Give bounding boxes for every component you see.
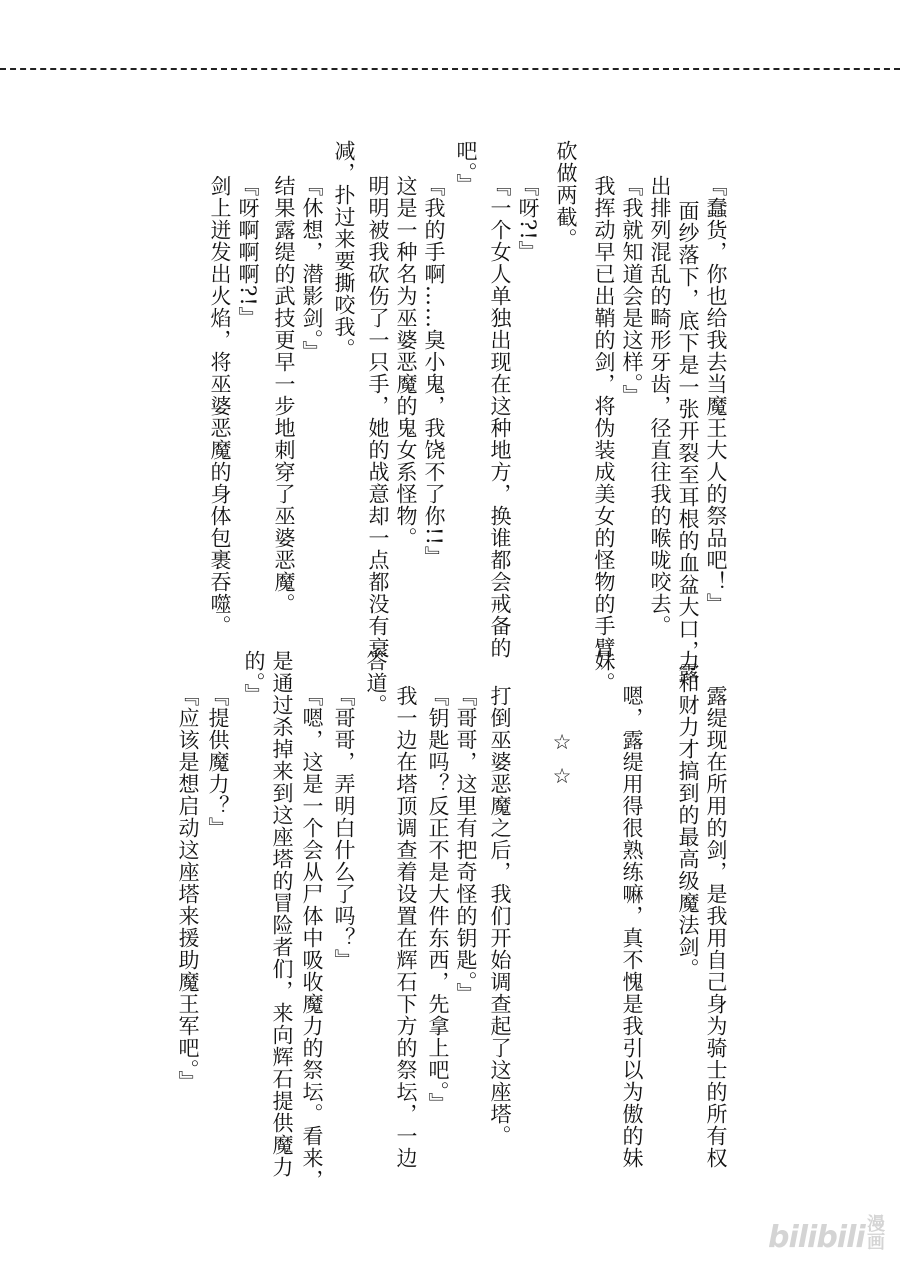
text-column: 『哥哥，这里有把奇怪的钥匙。』 [454,685,478,1005]
text-column: 『一个女人单独出现在这种地方，换谁都会戒备的 [488,175,512,659]
text-column: 『呀啊啊啊?!』 [236,175,260,329]
manga-label: 漫画 [864,1214,885,1250]
text-column: 露缇现在所用的剑，是我用自己身为骑士的所有权 [704,685,728,1169]
text-column: 『应该是想启动这座塔来援助魔王军吧。』 [176,685,200,1093]
text-column: 『哥哥，弄明白什么了吗？』 [332,685,356,971]
text-column: 『提供魔力？』 [206,685,230,839]
text-column: 这是一种名为巫婆恶魔的鬼女系怪物。 [394,175,418,549]
text-column: 吧。』 [454,140,478,196]
text-column: 减，扑过来要撕咬我。 [332,140,356,360]
text-column: 妹。 [592,650,616,694]
text-column: 力和财力才搞到的最高级魔法剑。 [676,650,700,980]
text-column: 『休想，潜影剑。』 [300,175,324,363]
text-column: 我一边在塔顶调查着设置在辉石下方的祭坛，一边 [394,685,418,1169]
bilibili-manga-watermark [768,1214,888,1262]
bilibili-logo: bilibili [768,1220,865,1255]
text-column: 『我就知道会是这样。』 [620,175,644,407]
text-column: 『蠢货，你也给我去当魔王大人的祭品吧！』 [704,175,728,615]
text-column: 剑上迸发出火焰，将巫婆恶魔的身体包裹吞噬。 [208,175,232,637]
text-column: 『嗯，这是一个会从尸体中吸收魔力的祭坛。看来， [300,685,324,1191]
text-column: 出排列混乱的畸形牙齿，径直往我的喉咙咬去。 [648,175,672,637]
text-column: 『呀?!』 [516,175,540,263]
text-column: 面纱落下，底下是一张开裂至耳根的血盆大口，露 [676,200,700,684]
text-column: 的。』 [242,650,266,706]
text-column: 嗯，露缇用得很熟练嘛，真不愧是我引以为傲的妹 [620,685,644,1169]
text-column: 砍做两截。 [554,140,578,250]
text-column: 『我的手啊……臭小鬼，我饶不了你!!』 [422,175,446,568]
text-column: 明明被我砍伤了一只手，她的战意却一点都没有衰 [366,175,390,659]
text-column: 是通过杀掉来到这座塔的冒险者们，来向辉石提供魔力 [270,650,294,1178]
text-column: 答道。 [364,650,388,716]
section-break-stars: ☆☆ [550,730,574,798]
dashed-separator [0,68,900,70]
text-column: 打倒巫婆恶魔之后，我们开始调查起了这座塔。 [488,685,512,1147]
text-column: 我挥动早已出鞘的剑，将伪装成美女的怪物的手臂 [592,175,616,659]
text-column: 『钥匙吗？反正不是大件东西，先拿上吧。』 [426,685,450,1115]
text-column: 结果露缇的武技更早一步地刺穿了巫婆恶魔。 [272,175,296,615]
